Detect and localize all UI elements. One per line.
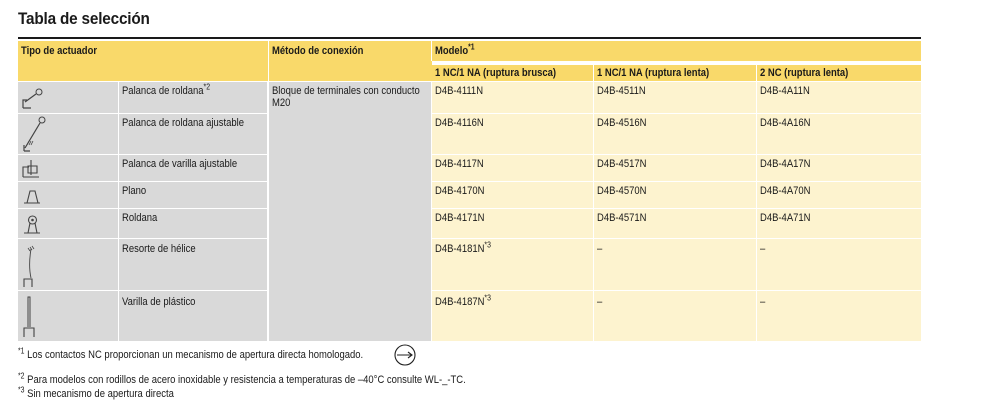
- header-actuator: Tipo de actuador: [21, 45, 98, 57]
- header-sub-2: 1 NC/1 NA (ruptura lenta): [597, 67, 710, 79]
- footnote-2: $^{*2}$ Para modelos con rodillos de acero inoxidable y resistencia a temperaturas de –40°C consulte WL-_-TC.: [18, 371, 466, 386]
- actuator-label: Roldana: [122, 212, 158, 224]
- model-cell: D4B-4571N: [597, 212, 647, 224]
- actuator-label: Resorte de hélice: [122, 243, 196, 255]
- model-cell: D4B-4A71N: [760, 212, 811, 224]
- header-model: Modelo$^{*1}$: [435, 42, 475, 57]
- page-title: Tabla de selección: [18, 9, 150, 28]
- model-cell: –: [597, 243, 603, 255]
- title-rule: [18, 37, 921, 39]
- model-cell: D4B-4516N: [597, 117, 647, 129]
- connection-method: Bloque de terminales con conducto M20: [272, 85, 420, 109]
- model-cell: –: [760, 296, 766, 308]
- plunger-icon: [22, 187, 44, 205]
- footnote-3: $^{*3}$ Sin mecanismo de apertura directa: [18, 385, 174, 400]
- model-cell: D4B-4A70N: [760, 185, 811, 197]
- model-cell: D4B-4111N: [435, 85, 484, 97]
- roller-plunger-icon: [22, 213, 44, 235]
- actuator-label: Palanca de roldana ajustable: [122, 117, 245, 129]
- model-cell: D4B-4A16N: [760, 117, 811, 129]
- header-sub-3: 2 NC (ruptura lenta): [760, 67, 849, 79]
- header-sub-1: 1 NC/1 NA (ruptura brusca): [435, 67, 557, 79]
- model-cell: –: [760, 243, 766, 255]
- model-cell: D4B-4171N: [435, 212, 485, 224]
- model-cell: D4B-4517N: [597, 158, 647, 170]
- actuator-label: Varilla de plástico: [122, 296, 196, 308]
- actuator-label: Plano: [122, 185, 147, 197]
- actuator-label: Palanca de roldana$^{*2}$: [122, 82, 211, 97]
- model-cell: D4B-4117N: [435, 158, 484, 170]
- plastic-rod-icon: [23, 295, 39, 339]
- model-cell: $D4B-4187N^{*3}$: [435, 293, 491, 308]
- model-cell: D4B-4116N: [435, 117, 484, 129]
- footnote-1: $^{*1}$ Los contactos NC proporcionan un mecanismo de apertura directa homologado.: [18, 346, 364, 361]
- adjustable-rod-lever-icon: [21, 158, 43, 178]
- model-cell: D4B-4511N: [597, 85, 646, 97]
- model-cell: D4B-4A11N: [760, 85, 810, 97]
- model-cell: –: [597, 296, 603, 308]
- coil-spring-icon: [23, 245, 39, 289]
- model-cell: $D4B-4181N^{*3}$: [435, 240, 491, 255]
- actuator-label: Palanca de varilla ajustable: [122, 158, 238, 170]
- header-connection: Método de conexión: [272, 45, 364, 57]
- roller-lever-icon: [21, 86, 45, 110]
- model-cell: D4B-4570N: [597, 185, 647, 197]
- direct-opening-arrow-icon: [389, 344, 421, 366]
- model-cell: D4B-4A17N: [760, 158, 811, 170]
- adjustable-roller-lever-icon: [21, 115, 47, 153]
- model-cell: D4B-4170N: [435, 185, 485, 197]
